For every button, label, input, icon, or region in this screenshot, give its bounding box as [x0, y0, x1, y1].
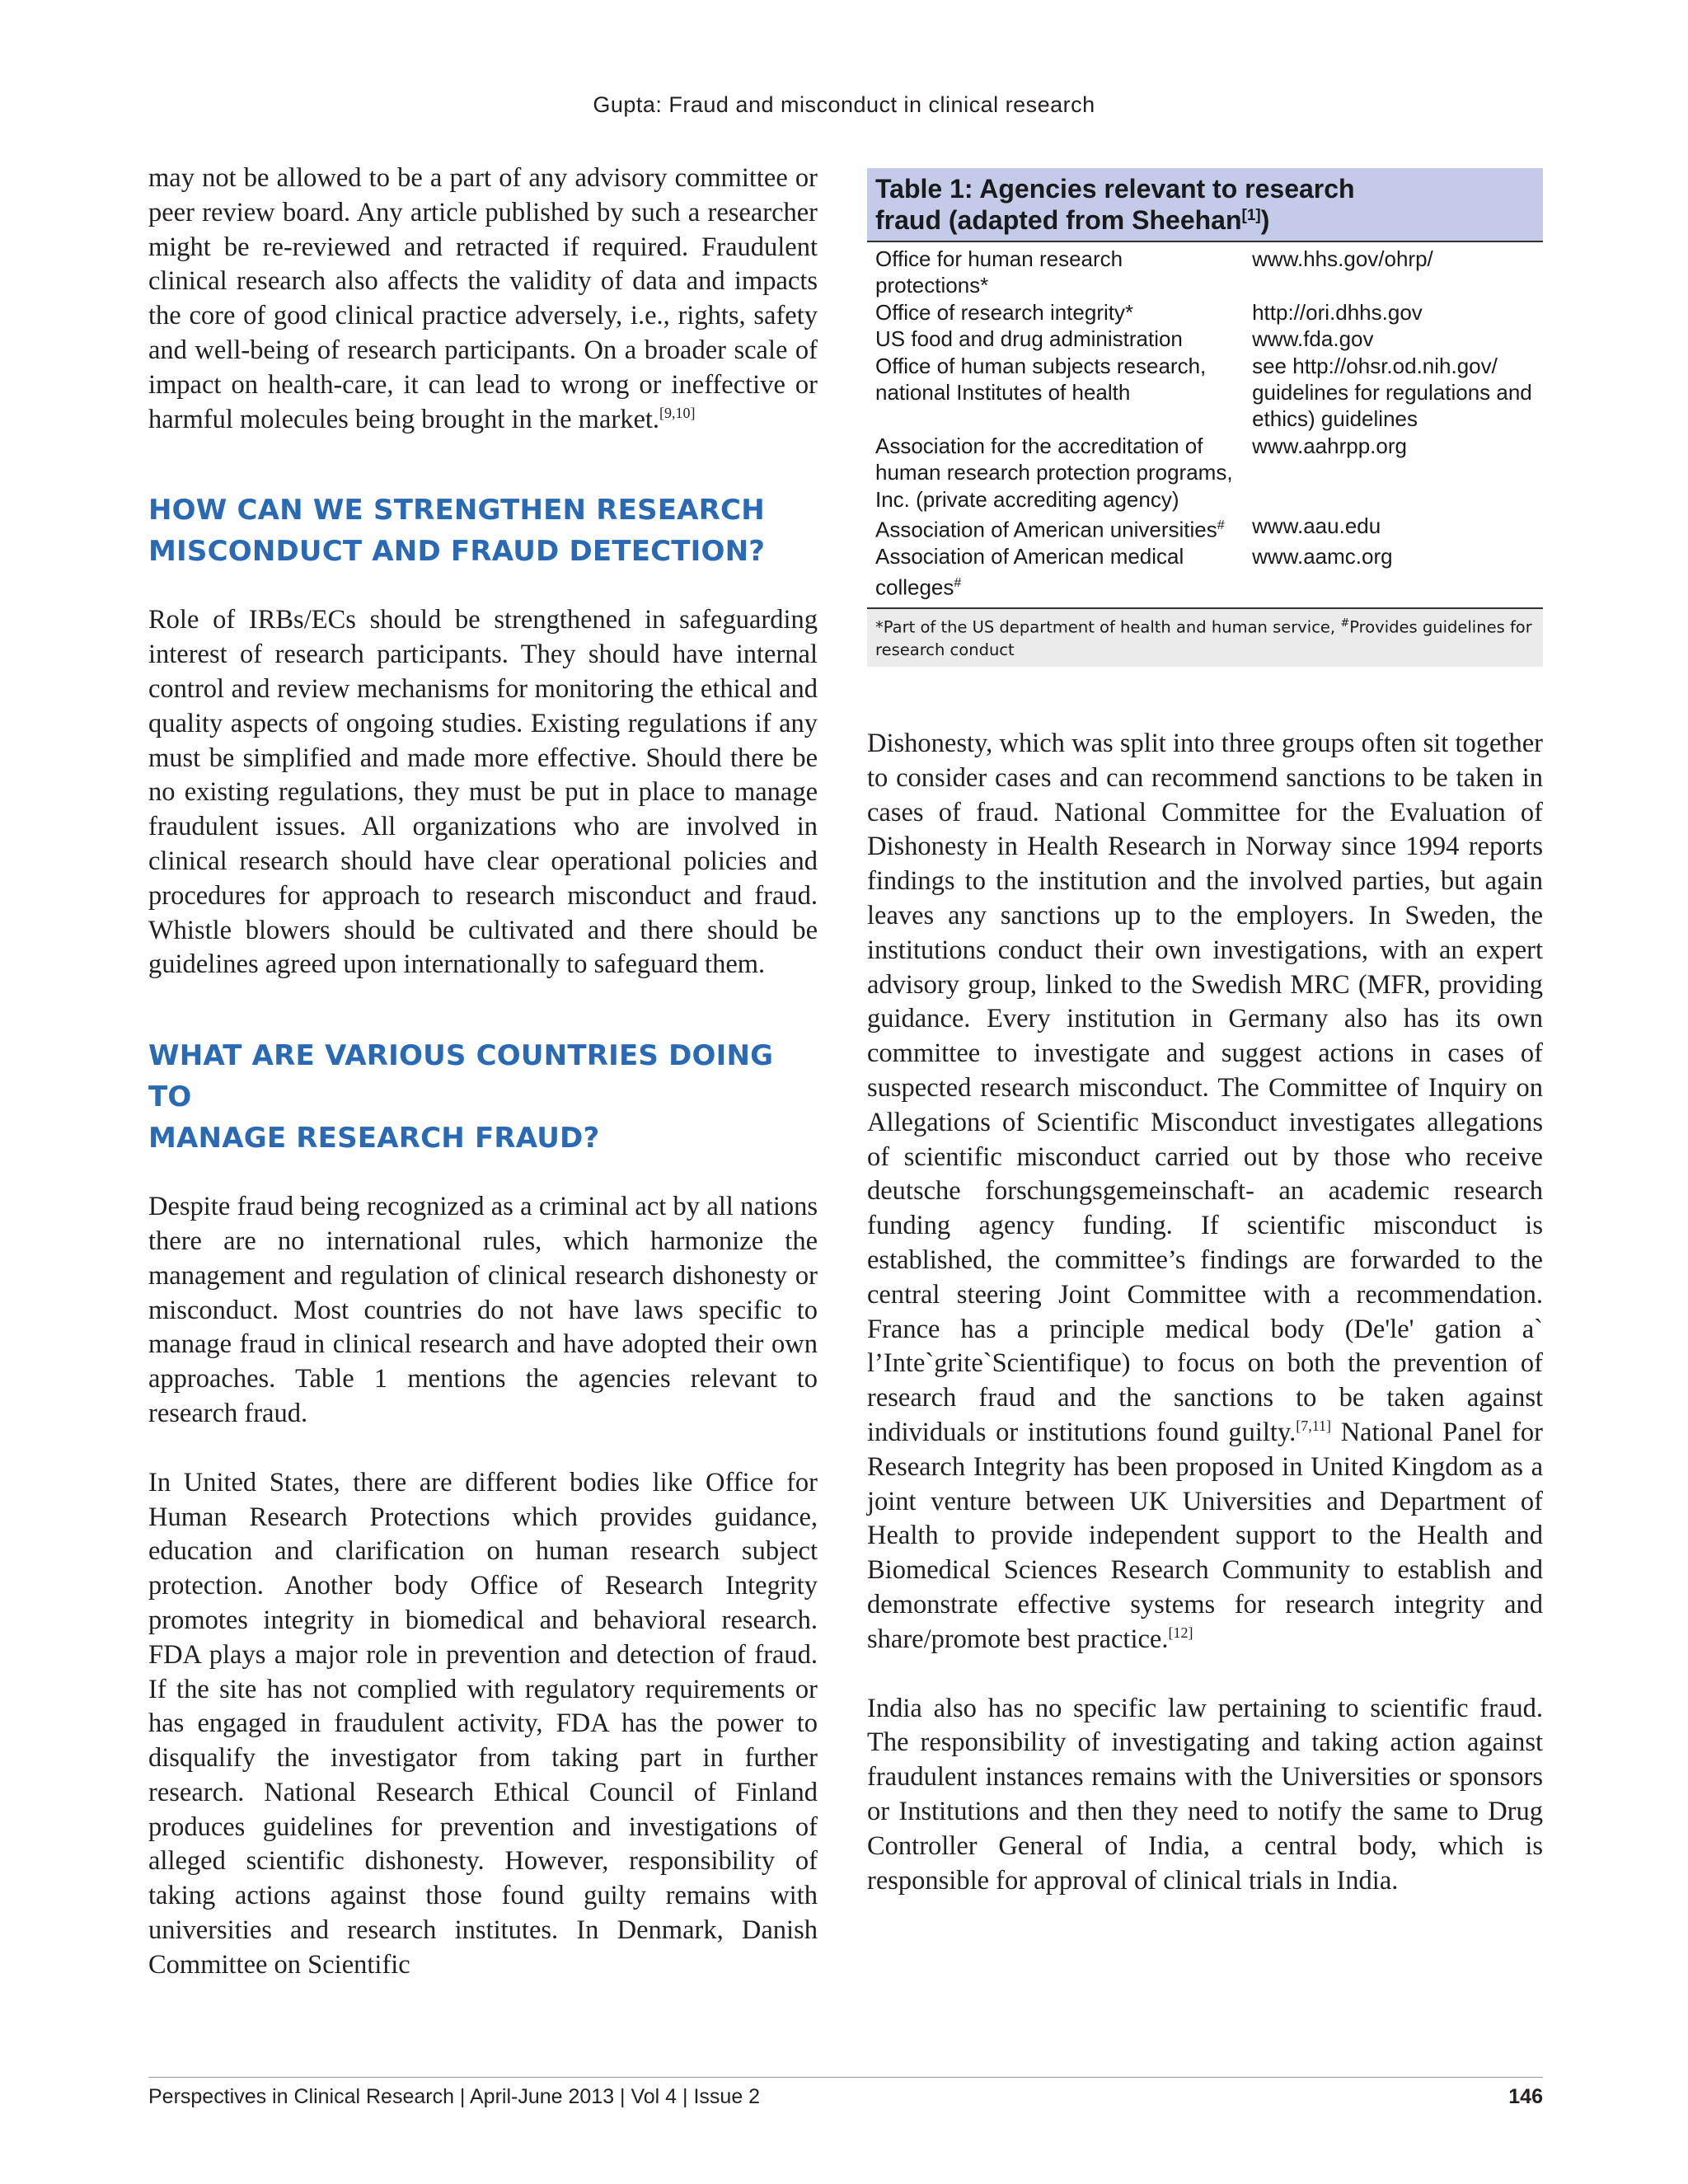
table-title-line: Table 1: Agencies relevant to research [875, 174, 1355, 204]
running-head: Gupta: Fraud and misconduct in clinical research [593, 92, 1095, 117]
agencies-table-body [867, 246, 1543, 607]
paragraph: In United States, there are different bodies like Office for Human Research Protections which provides guidance, education and clarification on human research subject protection. Another body Office of Research Integrity promotes integrity in biomedical and behavioral research. FDA plays a major role in prevention and detection of fraud. If the site has not complied with regulatory requirements or has engaged in fraudulent activity, FDA has the power to disqualify the investigator from taking part in further research. National Research Ethical Council of Finland produces guidelines for prevention and investigations of alleged scientific dishonesty. However, responsibility of taking actions against those found guilty remains with universities and research institutes. In Denmark, Danish Committee on Scientific [148, 1467, 818, 1980]
agency-name [867, 433, 1244, 513]
agency-name [867, 543, 1244, 607]
paragraph [148, 162, 818, 437]
citation: [9,10] [659, 404, 696, 421]
agency-name-text: Association of American universities [875, 517, 1217, 542]
footnote-mark: # [954, 575, 962, 590]
agency-name-text: Office of research integrity* [875, 299, 1134, 325]
paragraph-text: may not be allowed to be a part of any advisory committee or peer review board. Any article published by such a researcher might be re-reviewed and retracted if required. Fraudulent clinical research also affects the validity of data and impacts the core of good clinical practice adversely, i.e., rights, safety and well-being of research participants. On a broader scale of impact on health-care, it can lead to wrong or ineffective or harmful molecules being brought in the market. [148, 163, 818, 434]
table-row [867, 543, 1543, 607]
table-title-line: fraud (adapted from Sheehan [875, 205, 1242, 235]
table-row [867, 299, 1543, 326]
agency-url: www.hhs.gov/ohrp/ [1252, 246, 1433, 271]
agency-name [867, 513, 1244, 543]
agency-name-text: Office for human research protections* [875, 246, 1123, 298]
agency-url: www.fda.gov [1252, 326, 1374, 352]
agency-url: www.aahrpp.org [1252, 433, 1407, 458]
heading-line: MISCONDUCT AND FRAUD DETECTION? [148, 535, 766, 569]
table-row [867, 433, 1543, 513]
section-heading [148, 490, 818, 572]
footnote-mark: # [1217, 518, 1225, 533]
citation: [12] [1168, 1624, 1193, 1641]
page-footer [148, 2085, 1543, 2109]
paragraph: Role of IRBs/ECs should be strengthened in safeguarding interest of research participants. They should have internal control and review mechanisms for monitoring the ethical and quality aspects of ongoing studies. Existing regulations if any must be simplified and made more effective. Should there be no existing regulations, they must be put in place to manage fraudulent issues. All organizations who are involved in clinical research should have clear operational policies and procedures for approach to research misconduct and fraud. Whistle blowers should be cultivated and there should be guidelines agreed upon internationally to safeguard them. [148, 605, 818, 980]
left-column [148, 162, 818, 1983]
right-column [867, 727, 1543, 1898]
footnote-mark: # [1340, 616, 1350, 630]
agency-url: see http://ohsr.od.nih.gov/ guidelines for regulations and ethics) guidelines [1252, 353, 1532, 432]
heading-line: HOW CAN WE STRENGTHEN RESEARCH [148, 494, 765, 527]
table-row [867, 246, 1543, 299]
table-title [867, 168, 1543, 242]
page-number: 146 [1508, 2085, 1543, 2108]
table-footnote [867, 607, 1543, 668]
agency-name [867, 299, 1244, 326]
agency-name-text: Office of human subjects research, national Institutes of health [875, 353, 1207, 405]
paragraph: India also has no specific law pertaining to scientific fraud. The responsibility of investigating and taking action against fraudulent instances remains with the Universities or sponsors or Institutions and then they need to notify the same to Drug Controller General of India, a central body, which is responsible for approval of clinical trials in India. [867, 1693, 1543, 1896]
agency-name [867, 326, 1244, 352]
table-title-close: ) [1260, 205, 1270, 235]
table-row [867, 326, 1543, 352]
paragraph: Despite fraud being recognized as a criminal act by all nations there are no international rules, which harmonize the management and regulation of clinical research dishonesty or misconduct. Most countries do not have laws specific to manage fraud in clinical research and have adopted their own approaches. Table 1 mentions the agencies relevant to research fraud. [148, 1192, 818, 1428]
citation: [1] [1241, 207, 1261, 224]
agency-name-text: Association for the accreditation of human research protection programs, Inc. (private accrediting agency) [875, 433, 1233, 512]
table-row [867, 513, 1543, 543]
agency-url: www.aau.edu [1252, 513, 1381, 539]
footer-rule [148, 2077, 1543, 2078]
journal-info: Perspectives in Clinical Research | April-June 2013 | Vol 4 | Issue 2 [148, 2085, 761, 2108]
paragraph-text: National Panel for Research Integrity has been proposed in United Kingdom as a joint venture between UK Universities and Department of Health to provide independent support to the Health and Biomedical Sciences Research Community to establish and demonstrate effective systems for research integrity and share/promote best practice. [867, 1417, 1543, 1654]
footnote-text: *Part of the US department of health and human service, [875, 617, 1341, 637]
agency-url: www.aamc.org [1252, 544, 1393, 569]
citation: [7,11] [1296, 1417, 1332, 1434]
heading-line: WHAT ARE VARIOUS COUNTRIES DOING TO [148, 1039, 774, 1114]
agency-name-text: US food and drug administration [875, 326, 1183, 352]
section-heading [148, 1035, 818, 1159]
agency-name [867, 353, 1244, 433]
agency-name [867, 246, 1244, 299]
agency-name-text: Association of American medical colleges [875, 544, 1184, 600]
table-row [867, 353, 1543, 433]
heading-line: MANAGE RESEARCH FRAUD? [148, 1122, 600, 1155]
agency-url: http://ori.dhhs.gov [1252, 299, 1423, 325]
paragraph [867, 727, 1543, 1657]
paragraph-text: Dishonesty, which was split into three groups often sit together to consider cases and can recommend sanctions to be taken in cases of fraud. National Committee for the Evaluation of Dishonesty in Health Research in Norway since 1994 reports findings to the institution and the involved parties, but again leaves any sanctions up to the employers. In Sweden, the institutions conduct their own investigations, with an expert advisory group, linked to the Swedish MRC (MFR, providing guidance. Every institution in Germany also has its own committee to investigate and suggest actions in cases of suspected research misconduct. The Committee of Inquiry on Allegations of Scientific Misconduct investigates allegations of scientific misconduct carried out by those who receive deutsche forschungsgemeinschaft- an academic research funding agency funding. If scientific misconduct is established, the committee’s findings are forwarded to the central steering Joint Committee with a recommendation. France has a principle medical body (De'le' gation a` l’Inte`grite`Scientifique) to focus on both the prevention of research fraud and the sanctions to be taken against individuals or institutions found guilty. [867, 729, 1543, 1447]
agencies-table [867, 168, 1543, 667]
footnote-text: Provides guidelines for research conduct [875, 617, 1532, 660]
